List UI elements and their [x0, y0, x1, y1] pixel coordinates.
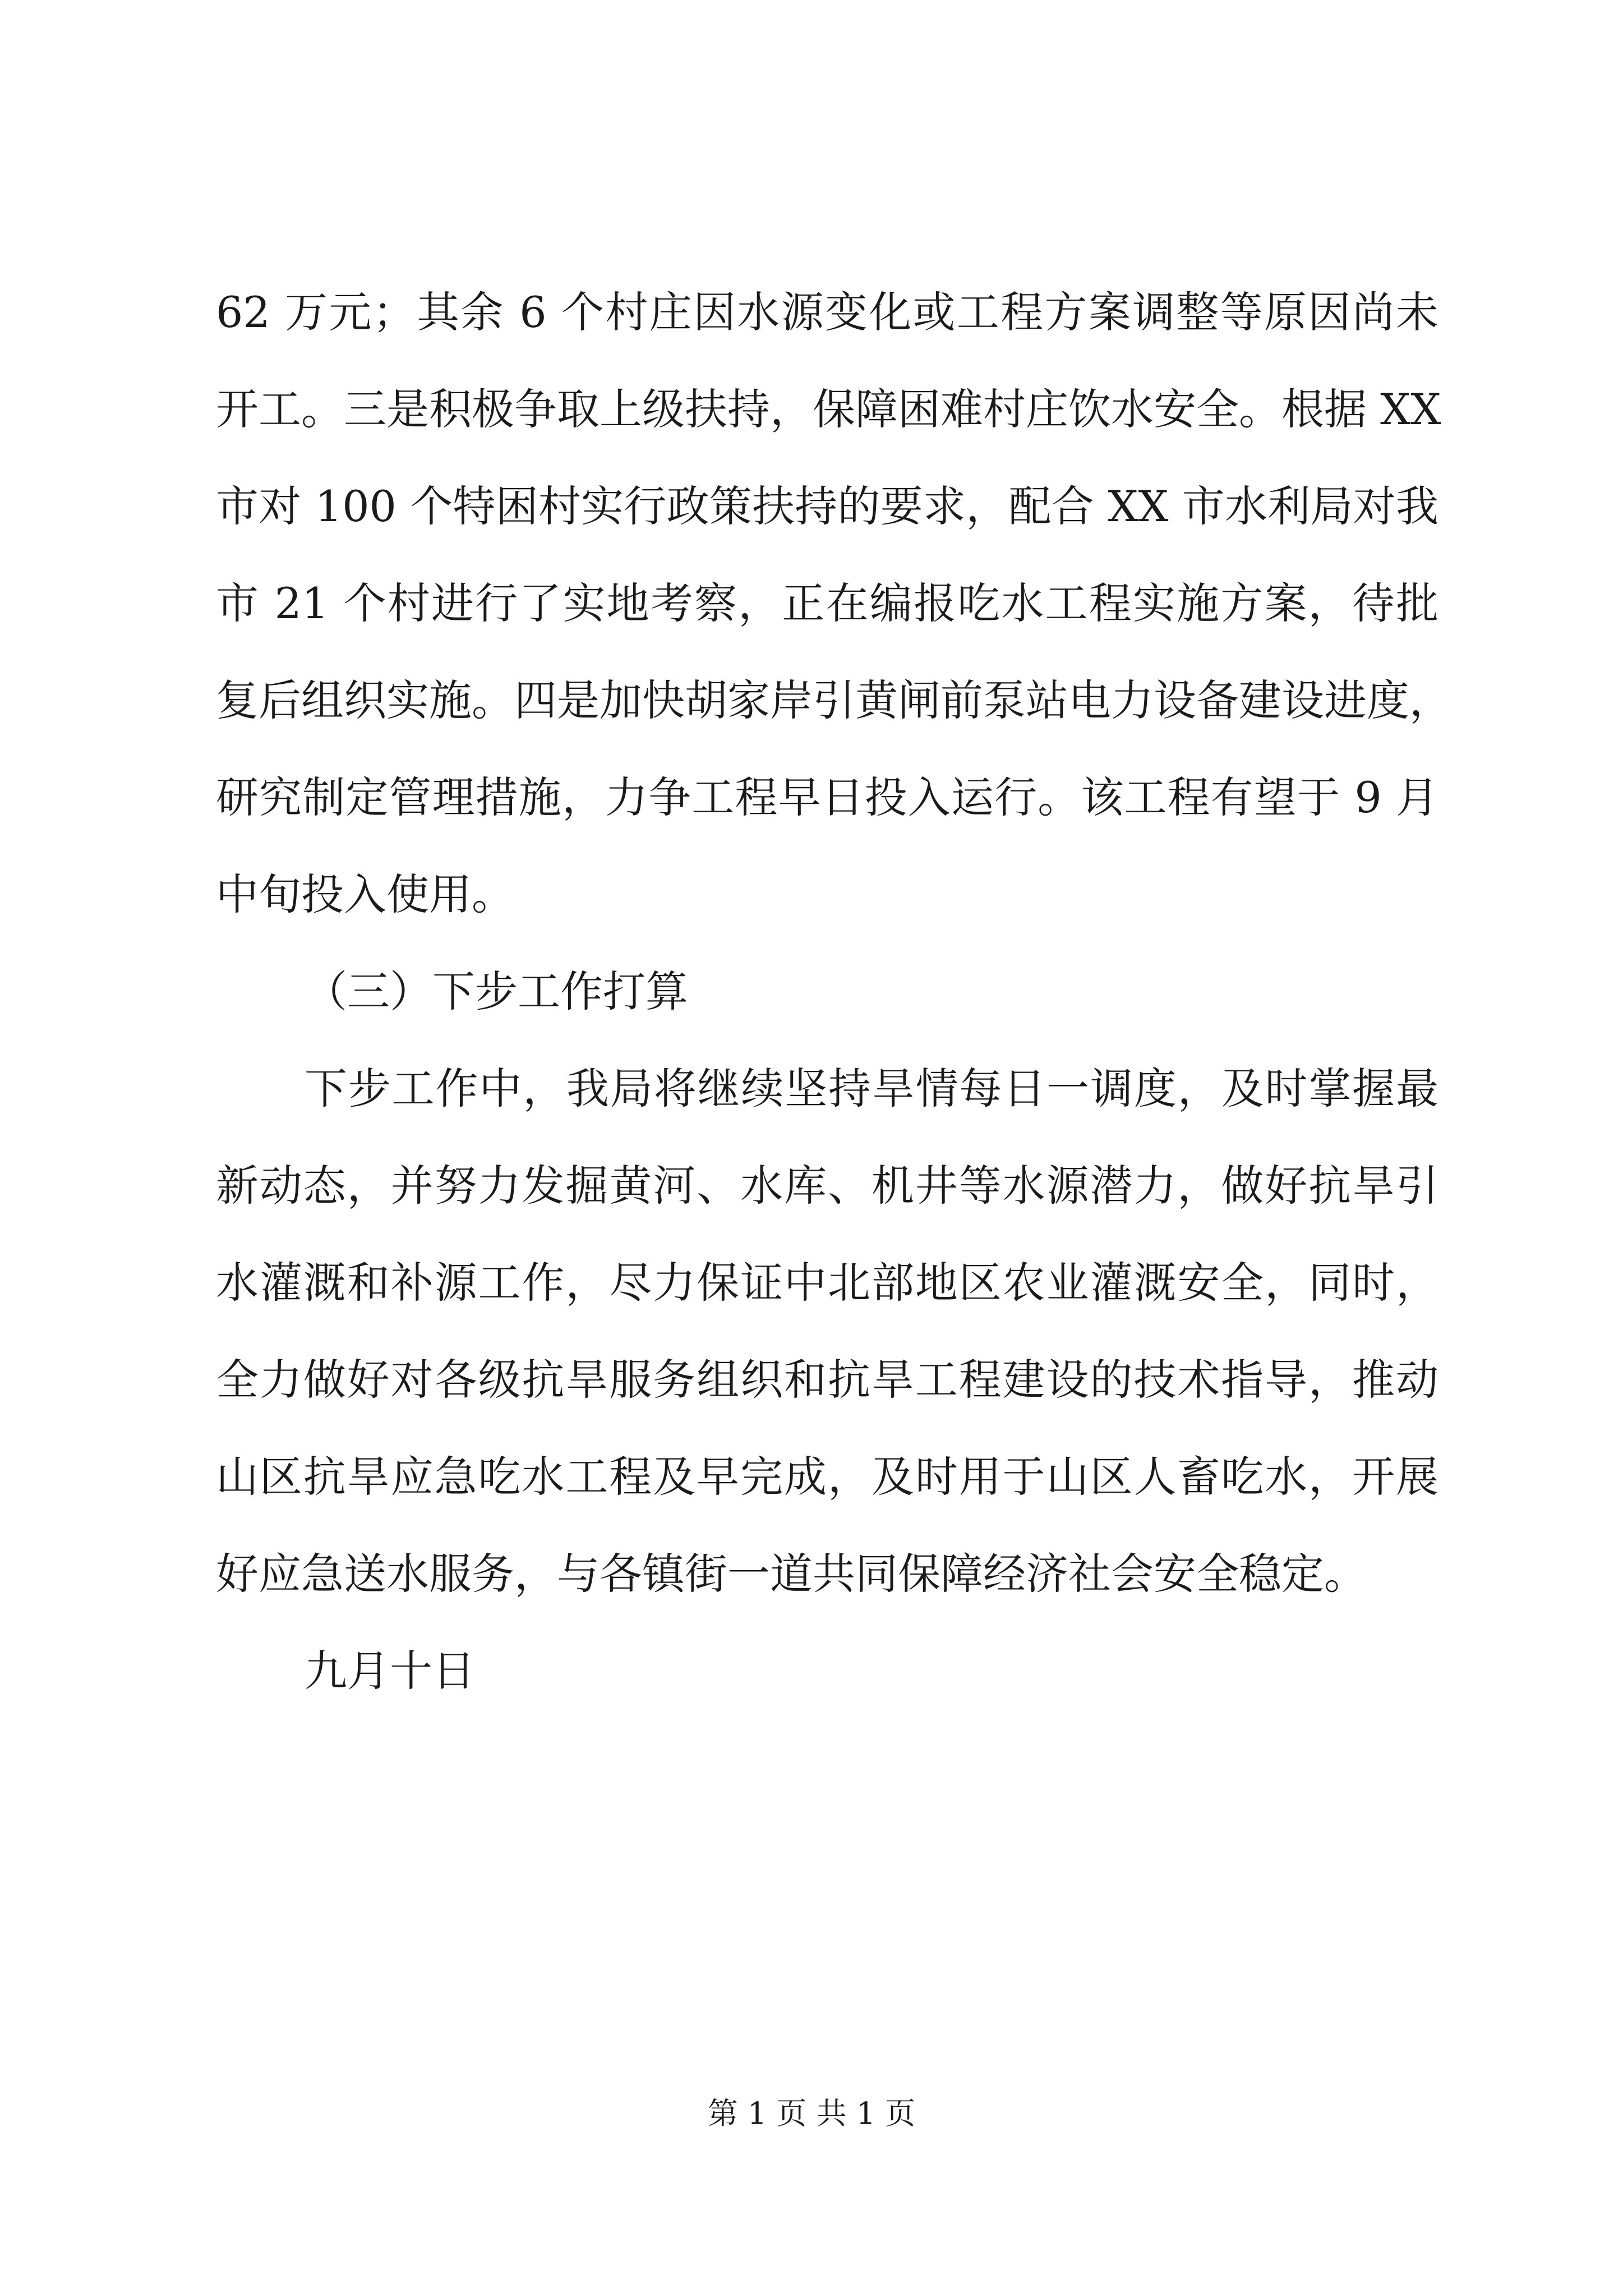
paragraph-line: 市 21 个村进行了实地考察，正在编报吃水工程实施方案，待批	[216, 578, 1438, 628]
paragraph-line: 全力做好对各级抗旱服务组织和抗旱工程建设的技术指导，推动	[216, 1355, 1438, 1405]
paragraph-line: 复后组织实施。四是加快胡家岸引黄闸前泵站电力设备建设进度，	[216, 675, 1452, 725]
page-number-footer: 第 1 页 共 1 页	[707, 2096, 916, 2131]
paragraph-line: 市对 100 个特困村实行政策扶持的要求，配合 XX 市水利局对我	[216, 481, 1438, 531]
paragraph-line: 开工。三是积极争取上级扶持，保障困难村庄饮水安全。根据 XX	[216, 384, 1441, 434]
date-line: 九月十日	[305, 1646, 475, 1696]
paragraph-line: 中旬投入使用。	[216, 869, 514, 919]
paragraph-line: 水灌溉和补源工作，尽力保证中北部地区农业灌溉安全，同时，	[216, 1258, 1438, 1308]
paragraph-line: 新动态，并努力发掘黄河、水库、机井等水源潜力，做好抗旱引	[216, 1161, 1438, 1211]
paragraph-line: 62 万元；其余 6 个村庄因水源变化或工程方案调整等原因尚未	[216, 287, 1438, 337]
paragraph-line: 下步工作中，我局将继续坚持旱情每日一调度，及时掌握最	[305, 1064, 1438, 1114]
document-body	[216, 264, 1452, 1719]
paragraph-line: 研究制定管理措施，力争工程早日投入运行。该工程有望于 9 月	[216, 772, 1438, 822]
paragraph-line: 山区抗旱应急吃水工程及早完成，及时用于山区人畜吃水，开展	[216, 1452, 1438, 1502]
paragraph-line: 好应急送水服务，与各镇街一道共同保障经济社会安全稳定。	[216, 1549, 1367, 1599]
section-heading: （三）下步工作打算	[305, 967, 688, 1016]
